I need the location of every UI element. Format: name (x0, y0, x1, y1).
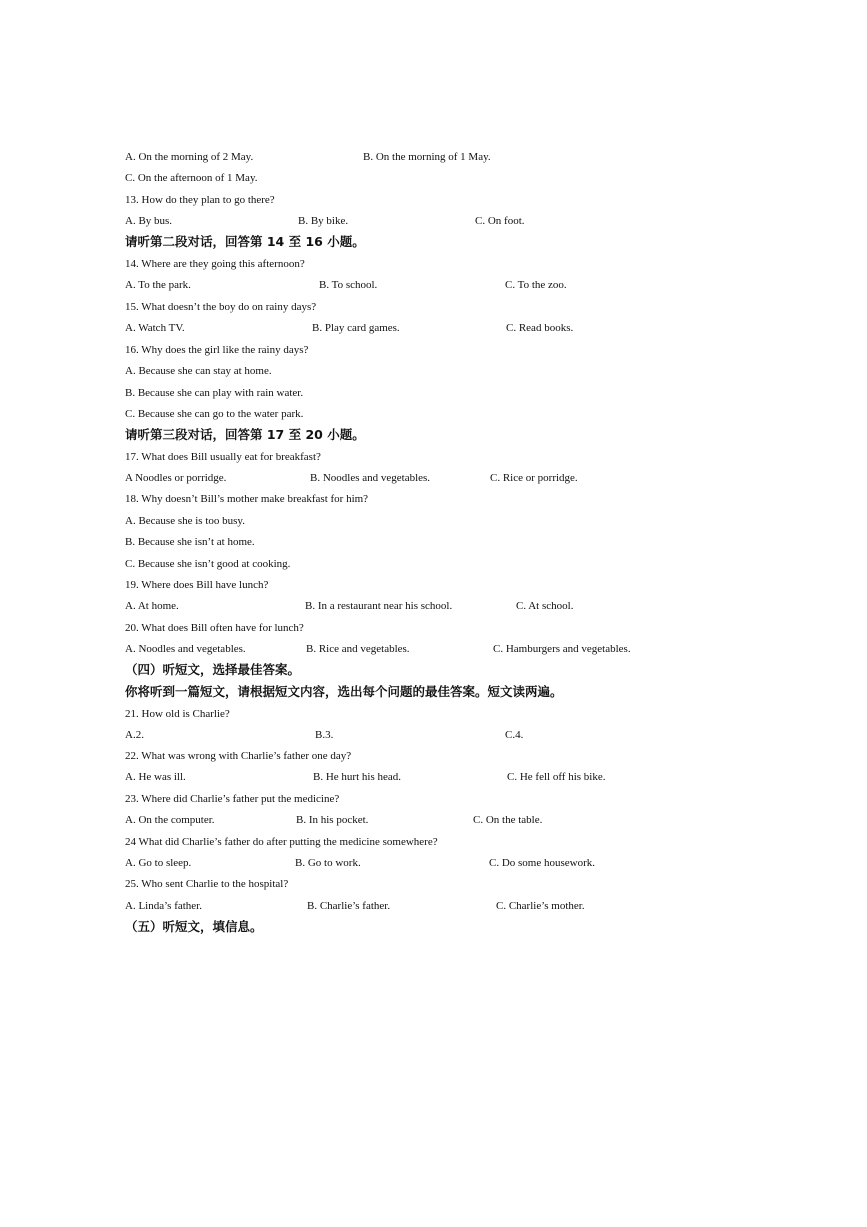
q23-option-c: C. On the table. (473, 814, 543, 826)
q15-option-c: C. Read books. (506, 322, 574, 334)
q17-question: 17. What does Bill usually eat for breakfast? (125, 451, 321, 463)
q13-option-b: B. By bike. (298, 215, 349, 227)
q16-question: 16. Why does the girl like the rainy days? (125, 344, 309, 356)
q20-question: 20. What does Bill often have for lunch? (125, 622, 304, 634)
q18-option-c: C. Because she isn’t good at cooking. (125, 558, 291, 570)
q20-option-b: B. Rice and vegetables. (306, 643, 410, 655)
q24-option-b: B. Go to work. (295, 857, 361, 869)
q20-option-c: C. Hamburgers and vegetables. (493, 643, 631, 655)
q12-option-b: B. On the morning of 1 May. (363, 151, 491, 163)
q17-option-c: C. Rice or porridge. (490, 472, 578, 484)
q14-option-c: C. To the zoo. (505, 279, 567, 291)
section2-heading: 请听第二段对话，回答第 14 至 16 小题。 (125, 234, 365, 249)
q23-option-a: A. On the computer. (125, 814, 215, 826)
q13-option-a: A. By bus. (125, 215, 173, 227)
q24-question: 24 What did Charlie’s father do after putting the medicine somewhere? (125, 836, 438, 848)
q25-option-c: C. Charlie’s mother. (496, 900, 585, 912)
q23-option-b: B. In his pocket. (296, 814, 369, 826)
q16-option-c: C. Because she can go to the water park. (125, 408, 304, 420)
q14-question: 14. Where are they going this afternoon? (125, 258, 305, 270)
q17-option-b: B. Noodles and vegetables. (310, 472, 431, 484)
part4-heading: （四）听短文，选择最佳答案。 (125, 662, 301, 677)
q19-option-a: A. At home. (125, 600, 179, 612)
q15-question: 15. What doesn’t the boy do on rainy days? (125, 301, 317, 313)
q25-option-b: B. Charlie’s father. (307, 900, 391, 912)
q21-option-c: C.4. (505, 729, 524, 741)
q21-option-b: B.3. (315, 729, 334, 741)
q12-option-a: A. On the morning of 2 May. (125, 151, 254, 163)
q25-question: 25. Who sent Charlie to the hospital? (125, 878, 289, 890)
q16-option-b: B. Because she can play with rain water. (125, 387, 304, 399)
q21-option-a: A.2. (125, 729, 144, 741)
q13-question: 13. How do they plan to go there? (125, 194, 275, 206)
q22-option-c: C. He fell off his bike. (507, 771, 606, 783)
part5-heading: （五）听短文，填信息。 (125, 919, 263, 934)
section3-heading: 请听第三段对话，回答第 17 至 20 小题。 (125, 427, 365, 442)
q18-question: 18. Why doesn’t Bill’s mother make breakfast for him? (125, 493, 369, 505)
q20-option-a: A. Noodles and vegetables. (125, 643, 246, 655)
q16-option-a: A. Because she can stay at home. (125, 365, 272, 377)
q24-option-a: A. Go to sleep. (125, 857, 192, 869)
q19-option-b: B. In a restaurant near his school. (305, 600, 453, 612)
q23-question: 23. Where did Charlie’s father put the medicine? (125, 793, 340, 805)
part4-instruction: 你将听到一篇短文，请根据短文内容，选出每个问题的最佳答案。短文读两遍。 (125, 684, 563, 699)
q19-option-c: C. At school. (516, 600, 574, 612)
q14-option-a: A. To the park. (125, 279, 191, 291)
q22-option-b: B. He hurt his head. (313, 771, 401, 783)
q18-option-b: B. Because she isn’t at home. (125, 536, 255, 548)
q15-option-a: A. Watch TV. (125, 322, 185, 334)
q18-option-a: A. Because she is too busy. (125, 515, 245, 527)
q17-option-a: A Noodles or porridge. (125, 472, 227, 484)
q13-option-c: C. On foot. (475, 215, 525, 227)
q14-option-b: B. To school. (319, 279, 378, 291)
q25-option-a: A. Linda’s father. (125, 900, 202, 912)
q24-option-c: C. Do some housework. (489, 857, 596, 869)
q22-option-a: A. He was ill. (125, 771, 186, 783)
q15-option-b: B. Play card games. (312, 322, 400, 334)
q22-question: 22. What was wrong with Charlie’s father one day? (125, 750, 352, 762)
q12-option-c: C. On the afternoon of 1 May. (125, 172, 258, 184)
q19-question: 19. Where does Bill have lunch? (125, 579, 269, 591)
q21-question: 21. How old is Charlie? (125, 708, 230, 720)
